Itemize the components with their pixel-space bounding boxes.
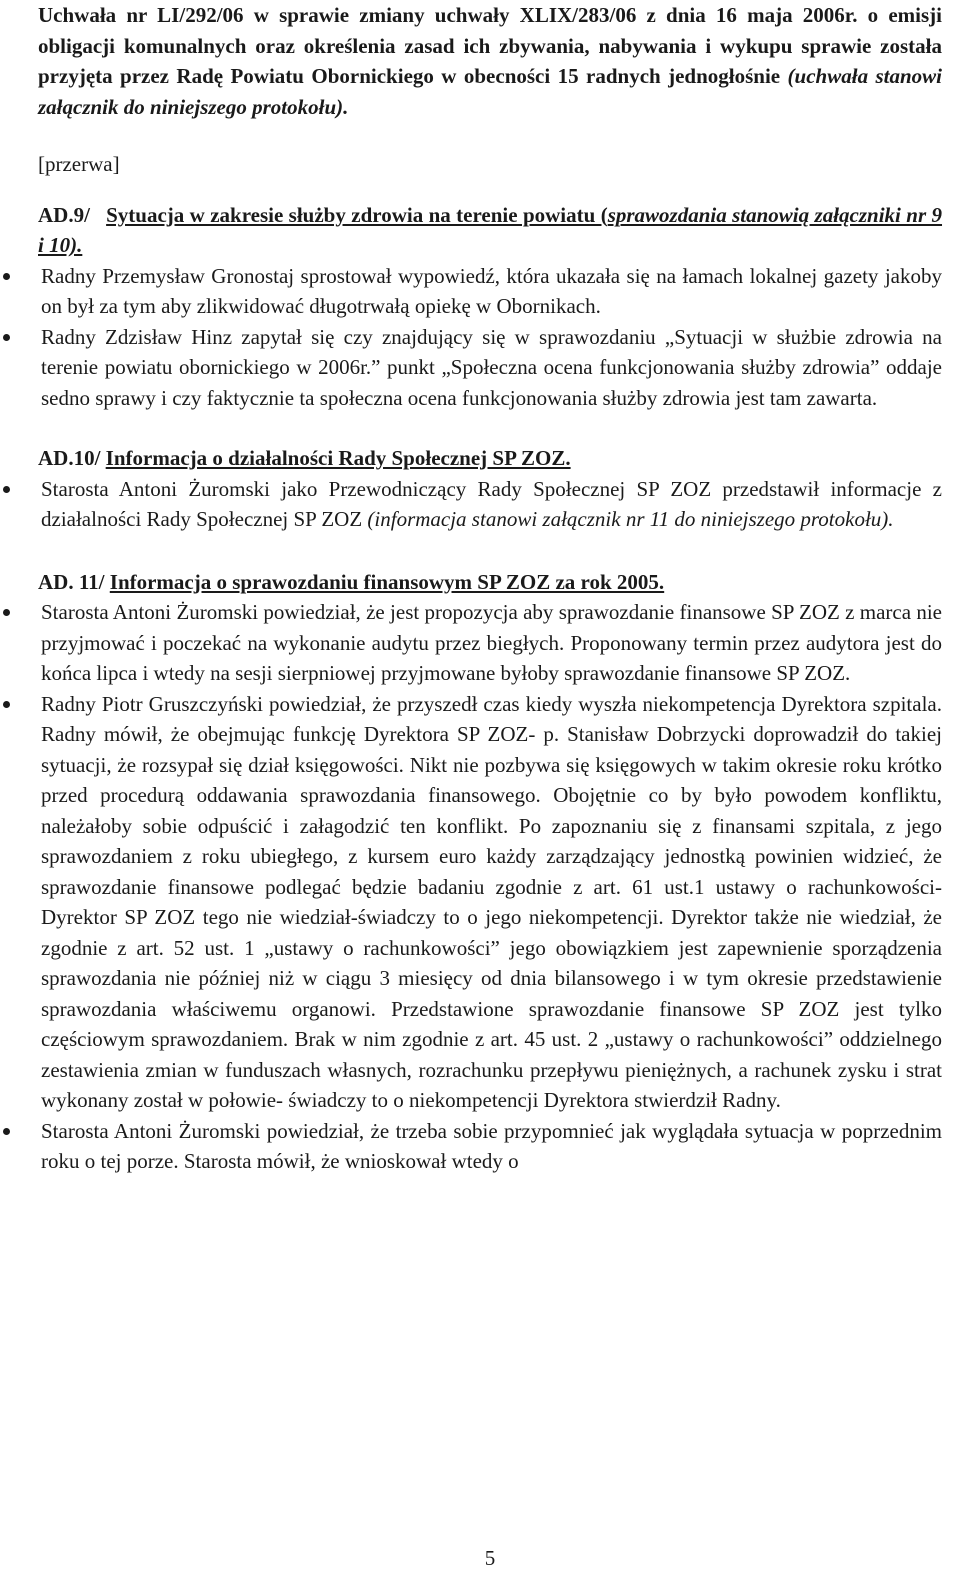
list-item <box>38 1116 942 1177</box>
list-item-text: Radny Zdzisław Hinz zapytał się czy znajdujący się w sprawozdaniu „Sytuacji w służbie zdrowia na terenie powiatu obornickiego w 2006r.” punkt „Społeczna ocena funkcjonowania służby zdrowia” oddaje sedno sprawy i czy faktycznie ta społeczna ocena funkcjonowania służby zdrowia jest tam zawarta. <box>41 324 942 410</box>
list-item <box>38 322 942 414</box>
list-item-attachment-note: (informacja stanowi załącznik nr 11 do niniejszego protokołu). <box>367 507 894 531</box>
list-item <box>38 261 942 322</box>
resolution-text: Uchwała nr LI/292/06 w sprawie zmiany uchwały XLIX/283/06 z dnia 16 maja 2006r. o emisji obligacji komunalnych oraz określenia zasad ich zbywania, nabywania i wykupu sprawie została przyjęta przez Radę Powiatu Obornickiego w obecności 15 radnych jednogłośnie <box>38 3 942 88</box>
bullet-icon <box>3 609 10 616</box>
section-9-heading <box>38 200 942 261</box>
resolution-paragraph <box>38 0 942 122</box>
pause-note: [przerwa] <box>38 152 120 176</box>
list-item-text: Starosta Antoni Żuromski powiedział, że jest propozycja aby sprawozdanie finansowe SP ZOZ z marca nie przyjmować i poczekać na wykonanie audytu przez biegłych. Proponowany termin przez audytora jest do końca lipca i wtedy na sesji sierpniowej przyjmowane byłoby sprawozdanie finansowe SP ZOZ. <box>41 600 942 685</box>
section-10-list <box>38 474 942 535</box>
list-item-text: Radny Przemysław Gronostaj sprostował wypowiedź, która ukazała się na łamach lokalnej gazety jakoby on był za tym aby zlikwidować długotrwałą opiekę w Obornikach. <box>41 263 942 318</box>
resolution-attachment-note: (uchwała stanowi załącznik do niniejszego protokołu). <box>38 64 942 119</box>
bullet-icon <box>3 334 10 341</box>
list-item <box>38 597 942 689</box>
list-item-text: Starosta Antoni Żuromski powiedział, że trzeba sobie przypomnieć jak wyglądała sytuacja w poprzednim roku o tej porze. Starosta mówił, że wnioskował wtedy o <box>41 1118 942 1173</box>
section-11-heading <box>38 567 942 598</box>
list-item-text: Radny Piotr Gruszczyński powiedział, że przyszedł czas kiedy wyszła niekompetencja Dyrektora szpitala. Radny mówił, że obejmując funkcję Dyrektora SP ZOZ- p. Stanisław Dobrzycki doprowadził do takiej sytuacji, że rozsypał się dział księgowości. Nikt nie pozbywa się księgowych w takim okresie roku krótko przed procedurą oddawania sprawozdania finansowego. Obojętnie co by było powodem konfliktu, należałoby sobie odpuścić i załagodzić ten konflikt. Po zapoznaniu się z finansami szpitala, z jego sprawozdaniem z roku ubiegłego, z kursem euro każdy zarządzający jednostką powinien widzieć, że sprawozdanie finansowe podlegać będzie badaniu zgodnie z art. 61 ust.1 ustawy o rachunkowości- Dyrektor SP ZOZ tego nie wiedział-świadczy to o jego niekompetencji. Dyrektor także nie wiedział, że zgodnie z art. 52 ust. 1 „ustawy o rachunkowości” jego obowiązkiem jest zapewnienie sporządzenia sprawozdania nie później niż w ciągu 3 miesięcy od dnia bilansowego i w tym okresie przedstawienie sprawozdania właściwemu organowi. Przedstawione sprawozdanie finansowe SP ZOZ jest tylko częściowym sprawozdaniem. Brak w nim zgodnie z art. 45 ust. 2 „ustawy o rachunkowości” oddzielnego zestawienia zmian w funduszach własnych, rozrachunku przepływu pieniężnych, a rachunek zysku i strat wykonany został w połowie- świadczy to o niekompetencji Dyrektora stwierdził Radny. <box>41 691 942 1112</box>
bullet-icon <box>3 1128 10 1135</box>
document-page <box>38 0 943 1570</box>
bullet-icon <box>3 273 10 280</box>
bullet-icon <box>3 486 10 493</box>
section-10-heading <box>38 443 942 474</box>
section-9-number: AD.9/ <box>38 202 90 227</box>
section-11-number: AD. 11/ <box>38 569 105 594</box>
list-item <box>38 689 942 1116</box>
section-11-title: Informacja o sprawozdaniu finansowym SP ZOZ za rok 2005. <box>109 569 665 594</box>
section-9-list <box>38 261 942 414</box>
bullet-icon <box>3 701 10 708</box>
list-item <box>38 474 942 535</box>
page-number: 5 <box>484 1546 496 1570</box>
section-10-title: Informacja o działalności Rady Społecznej SP ZOZ. <box>105 446 571 470</box>
section-11-list <box>38 597 942 1177</box>
section-9-title: Sytuacja w zakresie służby zdrowia na terenie powiatu (sprawozdania stanowią załączniki nr 9 i 10). <box>38 202 943 257</box>
section-10-number: AD.10/ <box>38 446 101 470</box>
list-item-text: Starosta Antoni Żuromski jako Przewodniczący Rady Społecznej SP ZOZ przedstawił informacje z działalności Rady Społecznej SP ZOZ <box>41 476 942 531</box>
